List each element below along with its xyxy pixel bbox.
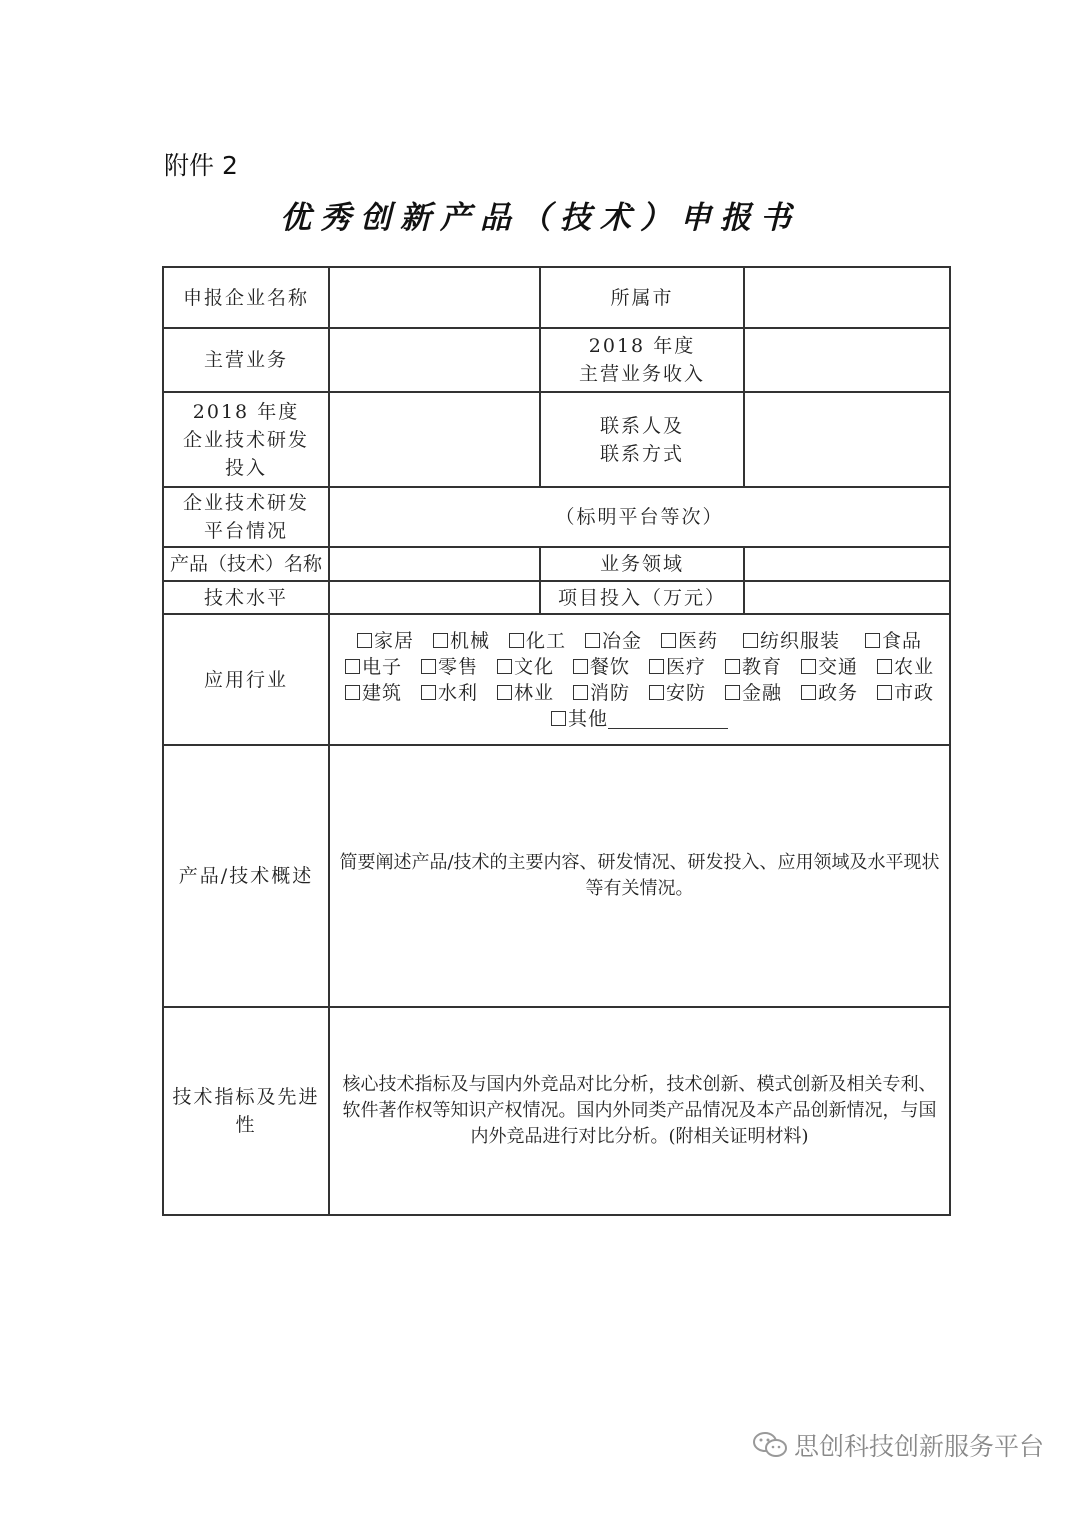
rd-invest-label-line2: 企业技术研发: [182, 428, 309, 451]
revenue-label-line1: 2018 年度: [588, 335, 696, 357]
product-name-field[interactable]: [329, 547, 540, 581]
checkbox-icon[interactable]: [743, 633, 758, 648]
checkbox-icon[interactable]: [725, 659, 740, 674]
business-field-label: 业务领域: [540, 547, 744, 581]
checkbox-icon[interactable]: [585, 633, 600, 648]
checkbox-xiaofang[interactable]: 消防: [564, 680, 640, 706]
checkbox-icon[interactable]: [649, 659, 664, 674]
indicator-field[interactable]: 核心技术指标及与国内外竞品对比分析，技术创新、模式创新及相关专利、软件著作权等知识产权情况。国内外同类产品情况及本产品创新情况，与国内外竞品进行对比分析。(附相关证明材料): [329, 1007, 950, 1215]
company-name-label: 申报企业名称: [163, 267, 329, 328]
rd-invest-label: [163, 392, 329, 487]
contact-field[interactable]: [744, 392, 950, 487]
industry-row-4: [334, 706, 945, 732]
overview-field[interactable]: 简要阐述产品/技术的主要内容、研发情况、研发投入、应用领域及水平现状等有关情况。: [329, 745, 950, 1007]
indicator-label-line1: 技术指标及先进: [172, 1086, 320, 1108]
platform-label-line2: 平台情况: [203, 520, 288, 542]
product-name-label: 产品（技术）名称: [163, 547, 329, 581]
main-business-label: 主营业务: [163, 328, 329, 392]
industry-row-1: [334, 628, 945, 654]
checkbox-icon[interactable]: [345, 659, 360, 674]
revenue-field[interactable]: [744, 328, 950, 392]
checkbox-yiyao[interactable]: 医药: [652, 628, 728, 654]
rd-invest-label-line3: 投入: [224, 456, 267, 479]
industry-row-2: [334, 654, 945, 680]
checkbox-icon[interactable]: [865, 633, 880, 648]
checkbox-shuili[interactable]: 水利: [412, 680, 488, 706]
checkbox-icon[interactable]: [661, 633, 676, 648]
checkbox-icon[interactable]: [801, 685, 816, 700]
attachment-label: 附件 2: [164, 151, 238, 180]
checkbox-icon[interactable]: [433, 633, 448, 648]
tech-level-label: 技术水平: [163, 581, 329, 614]
checkbox-icon[interactable]: [877, 685, 892, 700]
overview-label: 产品/技术概述: [163, 745, 329, 1007]
watermark-text: 思创科技创新服务平台: [793, 1432, 1044, 1461]
checkbox-icon[interactable]: [497, 659, 512, 674]
revenue-label-line2: 主营业务收入: [578, 363, 705, 385]
city-label: 所属市: [540, 267, 744, 328]
checkbox-icon[interactable]: [421, 659, 436, 674]
company-name-field[interactable]: [329, 267, 540, 328]
checkbox-jiaoyu[interactable]: 教育: [716, 654, 792, 680]
checkbox-icon[interactable]: [421, 685, 436, 700]
wechat-icon: [752, 1431, 788, 1459]
checkbox-jixie[interactable]: 机械: [424, 628, 500, 654]
checkbox-nongye[interactable]: 农业: [868, 654, 944, 680]
contact-label-line2: 联系方式: [599, 442, 684, 465]
checkbox-yiliao[interactable]: 医疗: [640, 654, 716, 680]
industry-row-3: [334, 680, 945, 706]
checkbox-jiaju[interactable]: 家居: [348, 628, 424, 654]
industry-label: 应用行业: [163, 614, 329, 745]
checkbox-huagong[interactable]: 化工: [500, 628, 576, 654]
platform-label: [163, 487, 329, 547]
checkbox-yejin[interactable]: 冶金: [576, 628, 652, 654]
checkbox-icon[interactable]: [725, 685, 740, 700]
contact-label-line1: 联系人及: [599, 414, 684, 437]
contact-label: [540, 392, 744, 487]
checkbox-icon[interactable]: [345, 685, 360, 700]
checkbox-zhengwu[interactable]: 政务: [792, 680, 868, 706]
checkbox-icon[interactable]: [877, 659, 892, 674]
watermark: [752, 1427, 1044, 1463]
checkbox-fangzhi[interactable]: 纺织服装: [728, 628, 856, 654]
document-title: 优秀创新产品（技术）申报书: [280, 200, 800, 236]
checkbox-icon[interactable]: [497, 685, 512, 700]
checkbox-icon[interactable]: [509, 633, 524, 648]
city-field[interactable]: [744, 267, 950, 328]
checkbox-jinrong[interactable]: 金融: [716, 680, 792, 706]
rd-invest-label-line1: 2018 年度: [192, 400, 300, 423]
checkbox-icon[interactable]: [573, 685, 588, 700]
main-business-field[interactable]: [329, 328, 540, 392]
application-form: [162, 266, 951, 1216]
platform-field[interactable]: （标明平台等次）: [329, 487, 950, 547]
checkbox-shizheng[interactable]: 市政: [868, 680, 944, 706]
checkbox-anfang[interactable]: 安防: [640, 680, 716, 706]
checkbox-wenhua[interactable]: 文化: [488, 654, 564, 680]
other-input-line[interactable]: [608, 708, 728, 729]
checkbox-jiaotong[interactable]: 交通: [792, 654, 868, 680]
rd-invest-field[interactable]: [329, 392, 540, 487]
indicator-label-line2: 性: [235, 1114, 257, 1136]
indicator-label: [163, 1007, 329, 1215]
checkbox-linye[interactable]: 林业: [488, 680, 564, 706]
checkbox-shipin[interactable]: 食品: [856, 628, 932, 654]
business-field-field[interactable]: [744, 547, 950, 581]
checkbox-dianzi[interactable]: 电子: [336, 654, 412, 680]
checkbox-other[interactable]: 其他: [551, 706, 608, 732]
checkbox-icon[interactable]: [573, 659, 588, 674]
checkbox-icon[interactable]: [551, 711, 566, 726]
checkbox-icon[interactable]: [801, 659, 816, 674]
revenue-label: [540, 328, 744, 392]
checkbox-lingshou[interactable]: 零售: [412, 654, 488, 680]
project-invest-label: 项目投入（万元）: [540, 581, 744, 614]
checkbox-icon[interactable]: [649, 685, 664, 700]
project-invest-field[interactable]: [744, 581, 950, 614]
tech-level-field[interactable]: [329, 581, 540, 614]
industry-options: [329, 614, 950, 745]
checkbox-jianzhu[interactable]: 建筑: [336, 680, 412, 706]
checkbox-canyin[interactable]: 餐饮: [564, 654, 640, 680]
checkbox-icon[interactable]: [357, 633, 372, 648]
platform-label-line1: 企业技术研发: [182, 492, 309, 514]
